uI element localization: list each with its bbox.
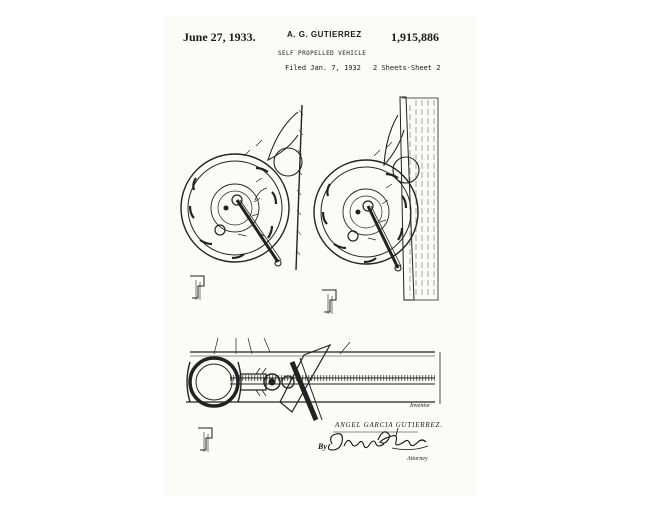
figure-wheel-left — [181, 105, 303, 300]
inventor-name: ANGEL GARCIA GUTIERREZ. — [335, 421, 443, 429]
patent-number: 1,915,886 — [391, 30, 439, 44]
figure-wheel-right — [314, 97, 438, 314]
filed-date: Filed Jan. 7, 1932 — [285, 64, 361, 72]
attorney-signature — [328, 428, 428, 450]
attorney-label: Attorney — [407, 456, 428, 462]
by-label: By — [318, 442, 327, 451]
tire-section — [190, 358, 238, 406]
roller-left — [274, 148, 302, 176]
inventor-header: A. G. GUTIERREZ — [287, 30, 362, 39]
inventor-label: Inventor — [410, 403, 431, 409]
patent-title: SELF PROPELLED VEHICLE — [278, 50, 367, 57]
patent-date: June 27, 1933. — [183, 30, 256, 44]
sheet-count: 2 Sheets-Sheet 2 — [373, 64, 441, 72]
wall-left — [296, 105, 302, 270]
wheel-rim-left — [181, 154, 289, 262]
figure-track-section — [186, 338, 440, 452]
